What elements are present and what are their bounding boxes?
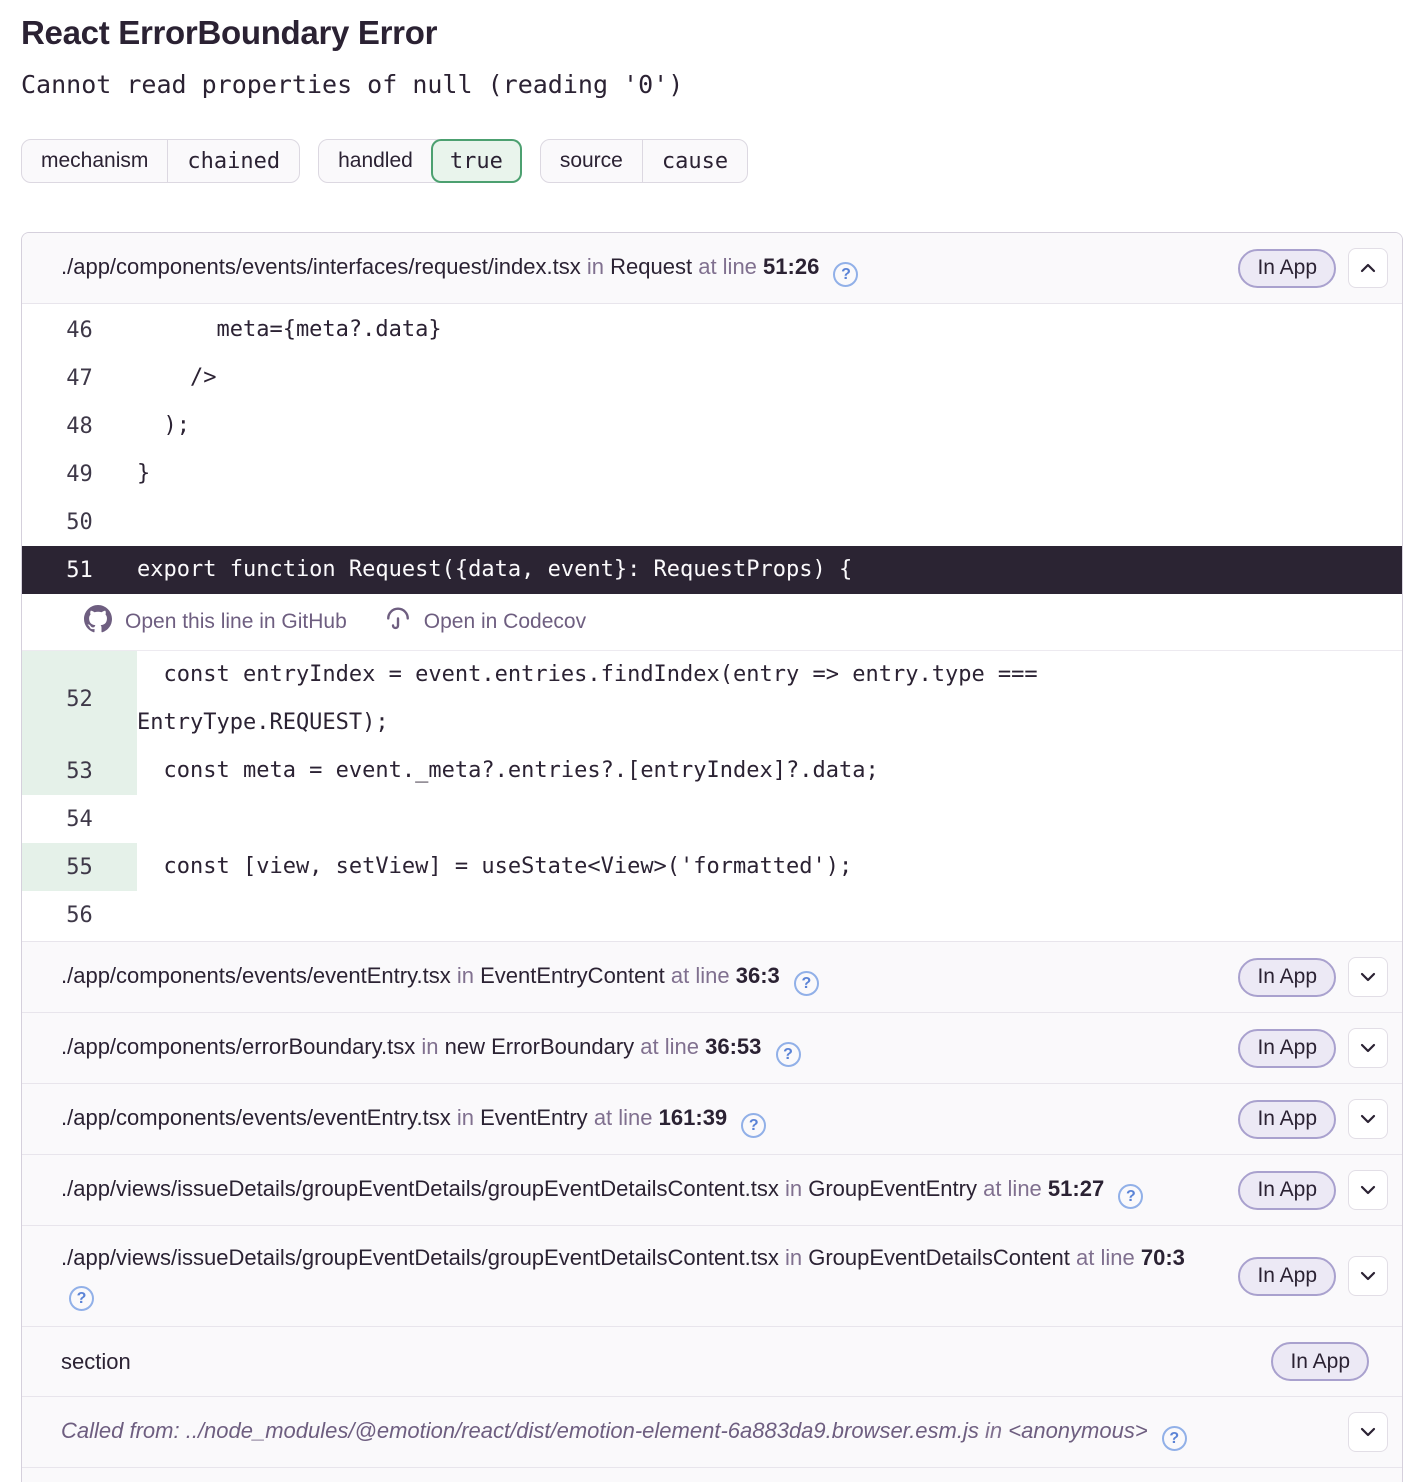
code-text: [137, 795, 1402, 843]
tag-handled[interactable]: [318, 139, 522, 183]
line-number: 50: [66, 509, 93, 535]
in-label: in: [985, 1417, 1003, 1443]
code-text: [137, 891, 1402, 939]
frame-line-number: 36:3: [735, 962, 780, 988]
frame-function: new ErrorBoundary: [444, 1033, 635, 1059]
frame-path: ./app/views/issueDetails/groupEventDetails/groupEventDetailsContent.tsx: [61, 1245, 779, 1270]
frame-function: GroupEventEntry: [808, 1175, 977, 1201]
line-number: 49: [66, 461, 93, 487]
frame-title: [61, 959, 1238, 996]
in-app-badge: In App: [1238, 249, 1336, 288]
tag-key: handled: [338, 149, 413, 172]
frame-path: ./app/components/events/eventEntry.tsx: [61, 1104, 451, 1130]
tag-key: source: [559, 149, 623, 172]
code-line: [22, 498, 1402, 546]
error-message: Cannot read properties of null (reading '0'): [21, 70, 684, 99]
open-codecov-link[interactable]: [385, 606, 586, 638]
code-line: [22, 306, 1402, 354]
expand-frame-button[interactable]: [1348, 1412, 1388, 1452]
frame-function: EventEntry: [480, 1104, 588, 1130]
github-link-label: Open this line in GitHub: [125, 610, 347, 633]
in-app-badge: In App: [1238, 1029, 1336, 1068]
tag-value-highlighted: true: [431, 139, 522, 183]
frame-title: [61, 250, 1238, 287]
tag-value: chained: [167, 140, 299, 182]
in-label: in: [586, 253, 604, 279]
partial-next-frame-row: [22, 1467, 1402, 1482]
tag-mechanism[interactable]: [21, 139, 300, 183]
chevron-down-icon: [1360, 970, 1376, 985]
line-number: 48: [66, 413, 93, 439]
code-text: meta={meta?.data}: [137, 317, 442, 342]
at-line-label: at line: [593, 1104, 653, 1130]
code-text: );: [137, 413, 190, 438]
chevron-down-icon: [1360, 1183, 1376, 1198]
frame-line-number: 70:3: [1140, 1245, 1185, 1270]
in-app-badge: In App: [1271, 1342, 1369, 1381]
tags-row: [21, 139, 1403, 183]
expand-frame-button[interactable]: [1348, 1170, 1388, 1210]
code-text-wrap: [137, 651, 1402, 747]
in-app-badge: In App: [1238, 1257, 1336, 1296]
frame-path: ./app/views/issueDetails/groupEventDetails/groupEventDetailsContent.tsx: [61, 1175, 779, 1201]
stack-trace-panel: [21, 232, 1403, 1482]
expand-frame-button[interactable]: [1348, 1256, 1388, 1296]
code-line-wrapped: [22, 651, 1402, 747]
help-icon[interactable]: ?: [833, 262, 858, 287]
expand-frame-button[interactable]: [1348, 957, 1388, 997]
in-app-badge: In App: [1238, 1171, 1336, 1210]
code-text: const meta = event._meta?.entries?.[entryIndex]?.data;: [137, 758, 879, 783]
in-label: in: [456, 1104, 474, 1130]
frame-function: Request: [610, 253, 693, 279]
called-from-function: <anonymous>: [1008, 1417, 1148, 1443]
frame-row[interactable]: [22, 941, 1402, 1012]
frame-line-number: 51:27: [1047, 1175, 1105, 1201]
frame-row[interactable]: [22, 1083, 1402, 1154]
called-from-text: [61, 1414, 1348, 1451]
expand-frame-button[interactable]: [1348, 1099, 1388, 1139]
frame-function: EventEntryContent: [480, 962, 665, 988]
code-context-upper: [22, 303, 1402, 594]
frame-actions: [22, 594, 1402, 651]
help-icon[interactable]: ?: [69, 1286, 94, 1311]
line-number-highlighted: 53: [22, 747, 137, 795]
help-icon[interactable]: ?: [1118, 1184, 1143, 1209]
code-line-crashed: [22, 546, 1402, 594]
section-frame-row[interactable]: [22, 1326, 1402, 1396]
tag-key: mechanism: [41, 149, 149, 172]
line-number: 47: [66, 365, 93, 391]
frame-title: [61, 1030, 1238, 1067]
tag-source[interactable]: [540, 139, 748, 183]
in-app-badge: In App: [1238, 1100, 1336, 1139]
codecov-link-label: Open in Codecov: [423, 610, 587, 633]
frame-title: [61, 1172, 1238, 1209]
called-from-path: ../node_modules/@emotion/react/dist/emotion-element-6a883da9.browser.esm.js: [185, 1417, 979, 1443]
line-number: 46: [66, 317, 93, 343]
frame-line-number: 36:53: [705, 1033, 762, 1059]
frame-header-expanded[interactable]: [22, 233, 1402, 303]
code-line: [22, 795, 1402, 843]
called-from-prefix: Called from:: [61, 1417, 186, 1443]
code-text: />: [137, 365, 217, 390]
code-line: [22, 843, 1402, 891]
frame-line-number: 161:39: [658, 1104, 728, 1130]
line-number-highlighted: 52: [22, 651, 137, 747]
chevron-down-icon: [1360, 1041, 1376, 1056]
at-line-label: at line: [983, 1175, 1042, 1201]
expand-frame-button[interactable]: [1348, 1028, 1388, 1068]
code-text: export function Request({data, event}: RequestProps) {: [137, 557, 853, 582]
at-line-label: at line: [640, 1033, 699, 1059]
code-text: }: [137, 461, 151, 486]
page-title: React ErrorBoundary Error: [21, 14, 438, 51]
code-line: [22, 402, 1402, 450]
at-line-label: at line: [1076, 1245, 1135, 1270]
code-text: const entryIndex = event.entries.findIndex(entry => entry.type ===: [137, 662, 1038, 687]
code-line: [22, 747, 1402, 795]
chevron-up-icon: [1360, 261, 1376, 276]
chevron-down-icon: [1360, 1269, 1376, 1284]
chevron-down-icon: [1360, 1425, 1376, 1440]
frame-path: ./app/components/events/interfaces/request/index.tsx: [61, 253, 581, 279]
line-number: 54: [66, 806, 93, 832]
help-icon[interactable]: ?: [1162, 1426, 1187, 1451]
frame-path: ./app/components/errorBoundary.tsx: [61, 1033, 416, 1059]
frame-row[interactable]: [22, 1225, 1402, 1326]
codecov-icon: [385, 606, 411, 638]
code-line: [22, 891, 1402, 939]
help-icon[interactable]: ?: [741, 1113, 766, 1138]
at-line-label: at line: [670, 962, 730, 988]
section-label: section: [61, 1349, 131, 1374]
frame-row[interactable]: [22, 1012, 1402, 1083]
collapse-frame-button[interactable]: [1348, 248, 1388, 288]
in-app-badge: In App: [1238, 958, 1336, 997]
called-from-row[interactable]: [22, 1396, 1402, 1467]
in-label: in: [456, 962, 474, 988]
frame-title: [61, 1241, 1238, 1311]
code-line: [22, 450, 1402, 498]
code-text: [137, 498, 1402, 546]
in-label: in: [784, 1245, 803, 1270]
frame-path: ./app/components/events/eventEntry.tsx: [61, 962, 451, 988]
code-line: [22, 354, 1402, 402]
frame-function: GroupEventDetailsContent: [808, 1245, 1070, 1270]
in-label: in: [421, 1033, 439, 1059]
tag-value: cause: [642, 140, 747, 182]
frame-row[interactable]: [22, 1154, 1402, 1225]
frame-title: [61, 1101, 1238, 1138]
in-label: in: [784, 1175, 803, 1201]
frame-line-number: 51:26: [763, 253, 820, 279]
line-number-highlighted: 55: [22, 843, 137, 891]
help-icon[interactable]: ?: [794, 971, 819, 996]
code-text-continuation: EntryType.REQUEST);: [137, 710, 389, 735]
code-context-lower: [22, 651, 1402, 941]
help-icon[interactable]: ?: [776, 1042, 801, 1067]
at-line-label: at line: [698, 253, 757, 279]
line-number: 51: [66, 557, 93, 583]
chevron-down-icon: [1360, 1112, 1376, 1127]
open-github-link[interactable]: [84, 605, 347, 639]
line-number: 56: [66, 902, 93, 928]
code-text: const [view, setView] = useState<View>('formatted');: [137, 854, 853, 879]
github-icon: [84, 605, 112, 639]
